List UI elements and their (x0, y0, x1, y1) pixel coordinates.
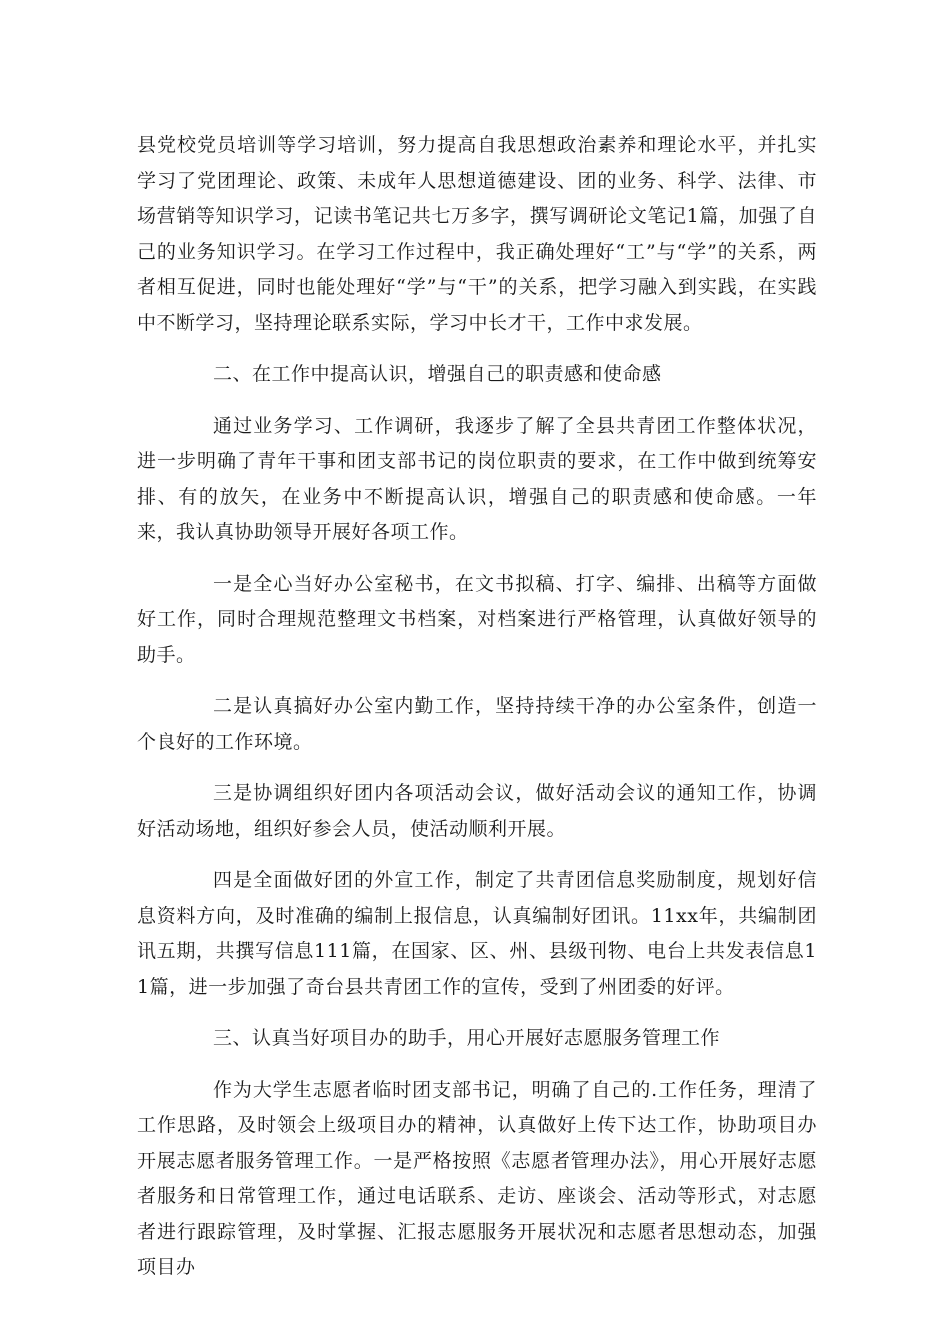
body-paragraph-item-4: 四是全面做好团的外宣工作，制定了共青团信息奖励制度，规划好信息资料方向，及时准确的编制上报信息，认真编制好团讯。11xx年，共编制团讯五期，共撰写信息111篇，在国家、区、州、县级刊物、电台上共发表信息11篇，进一步加强了奇台县共青团工作的宣传，受到了州团委的好评。 (137, 869, 817, 998)
body-paragraph: 作为大学生志愿者临时团支部书记，明确了自己的.工作任务，理清了工作思路，及时领会上级项目办的精神，认真做好上传下达工作，协助项目办开展志愿者服务管理工作。一是严格按照《志愿者管理办法》，用心开展好志愿者服务和日常管理工作，通过电话联系、走访、座谈会、活动等形式，对志愿者进行跟踪管理，及时掌握、汇报志愿服务开展状况和志愿者思想动态，加强项目办 (137, 1078, 817, 1278)
body-paragraph-item-3: 三是协调组织好团内各项活动会议，做好活动会议的通知工作，协调好活动场地，组织好参会人员，使活动顺利开展。 (137, 782, 817, 840)
section-heading-3: 三、认真当好项目办的助手，用心开展好志愿服务管理工作 (213, 1027, 721, 1049)
body-paragraph-item-2: 二是认真搞好办公室内勤工作，坚持持续干净的办公室条件，创造一个良好的工作环境。 (137, 695, 817, 753)
body-paragraph-item-1: 一是全心当好办公室秘书，在文书拟稿、打字、编排、出稿等方面做好工作，同时合理规范整理文书档案，对档案进行严格管理，认真做好领导的助手。 (137, 572, 817, 666)
body-paragraph-continuation: 县党校党员培训等学习培训，努力提高自我思想政治素养和理论水平，并扎实学习了党团理论、政策、未成年人思想道德建设、团的业务、科学、法律、市场营销等知识学习，记读书笔记共七万多字，撰写调研论文笔记1篇，加强了自己的业务知识学习。在学习工作过程中，我正确处理好“工”与“学”的关系，两者相互促进，同时也能处理好“学”与“干”的关系，把学习融入到实践，在实践中不断学习，坚持理论联系实际，学习中长才干，工作中求发展。 (137, 134, 817, 334)
document-body (137, 128, 817, 1302)
body-paragraph: 通过业务学习、工作调研，我逐步了解了全县共青团工作整体状况，进一步明确了青年干事和团支部书记的岗位职责的要求，在工作中做到统筹安排、有的放矢，在业务中不断提高认识，增强自己的职责感和使命感。一年来，我认真协助领导开展好各项工作。 (137, 414, 817, 543)
section-heading-2: 二、在工作中提高认识，增强自己的职责感和使命感 (213, 363, 662, 385)
